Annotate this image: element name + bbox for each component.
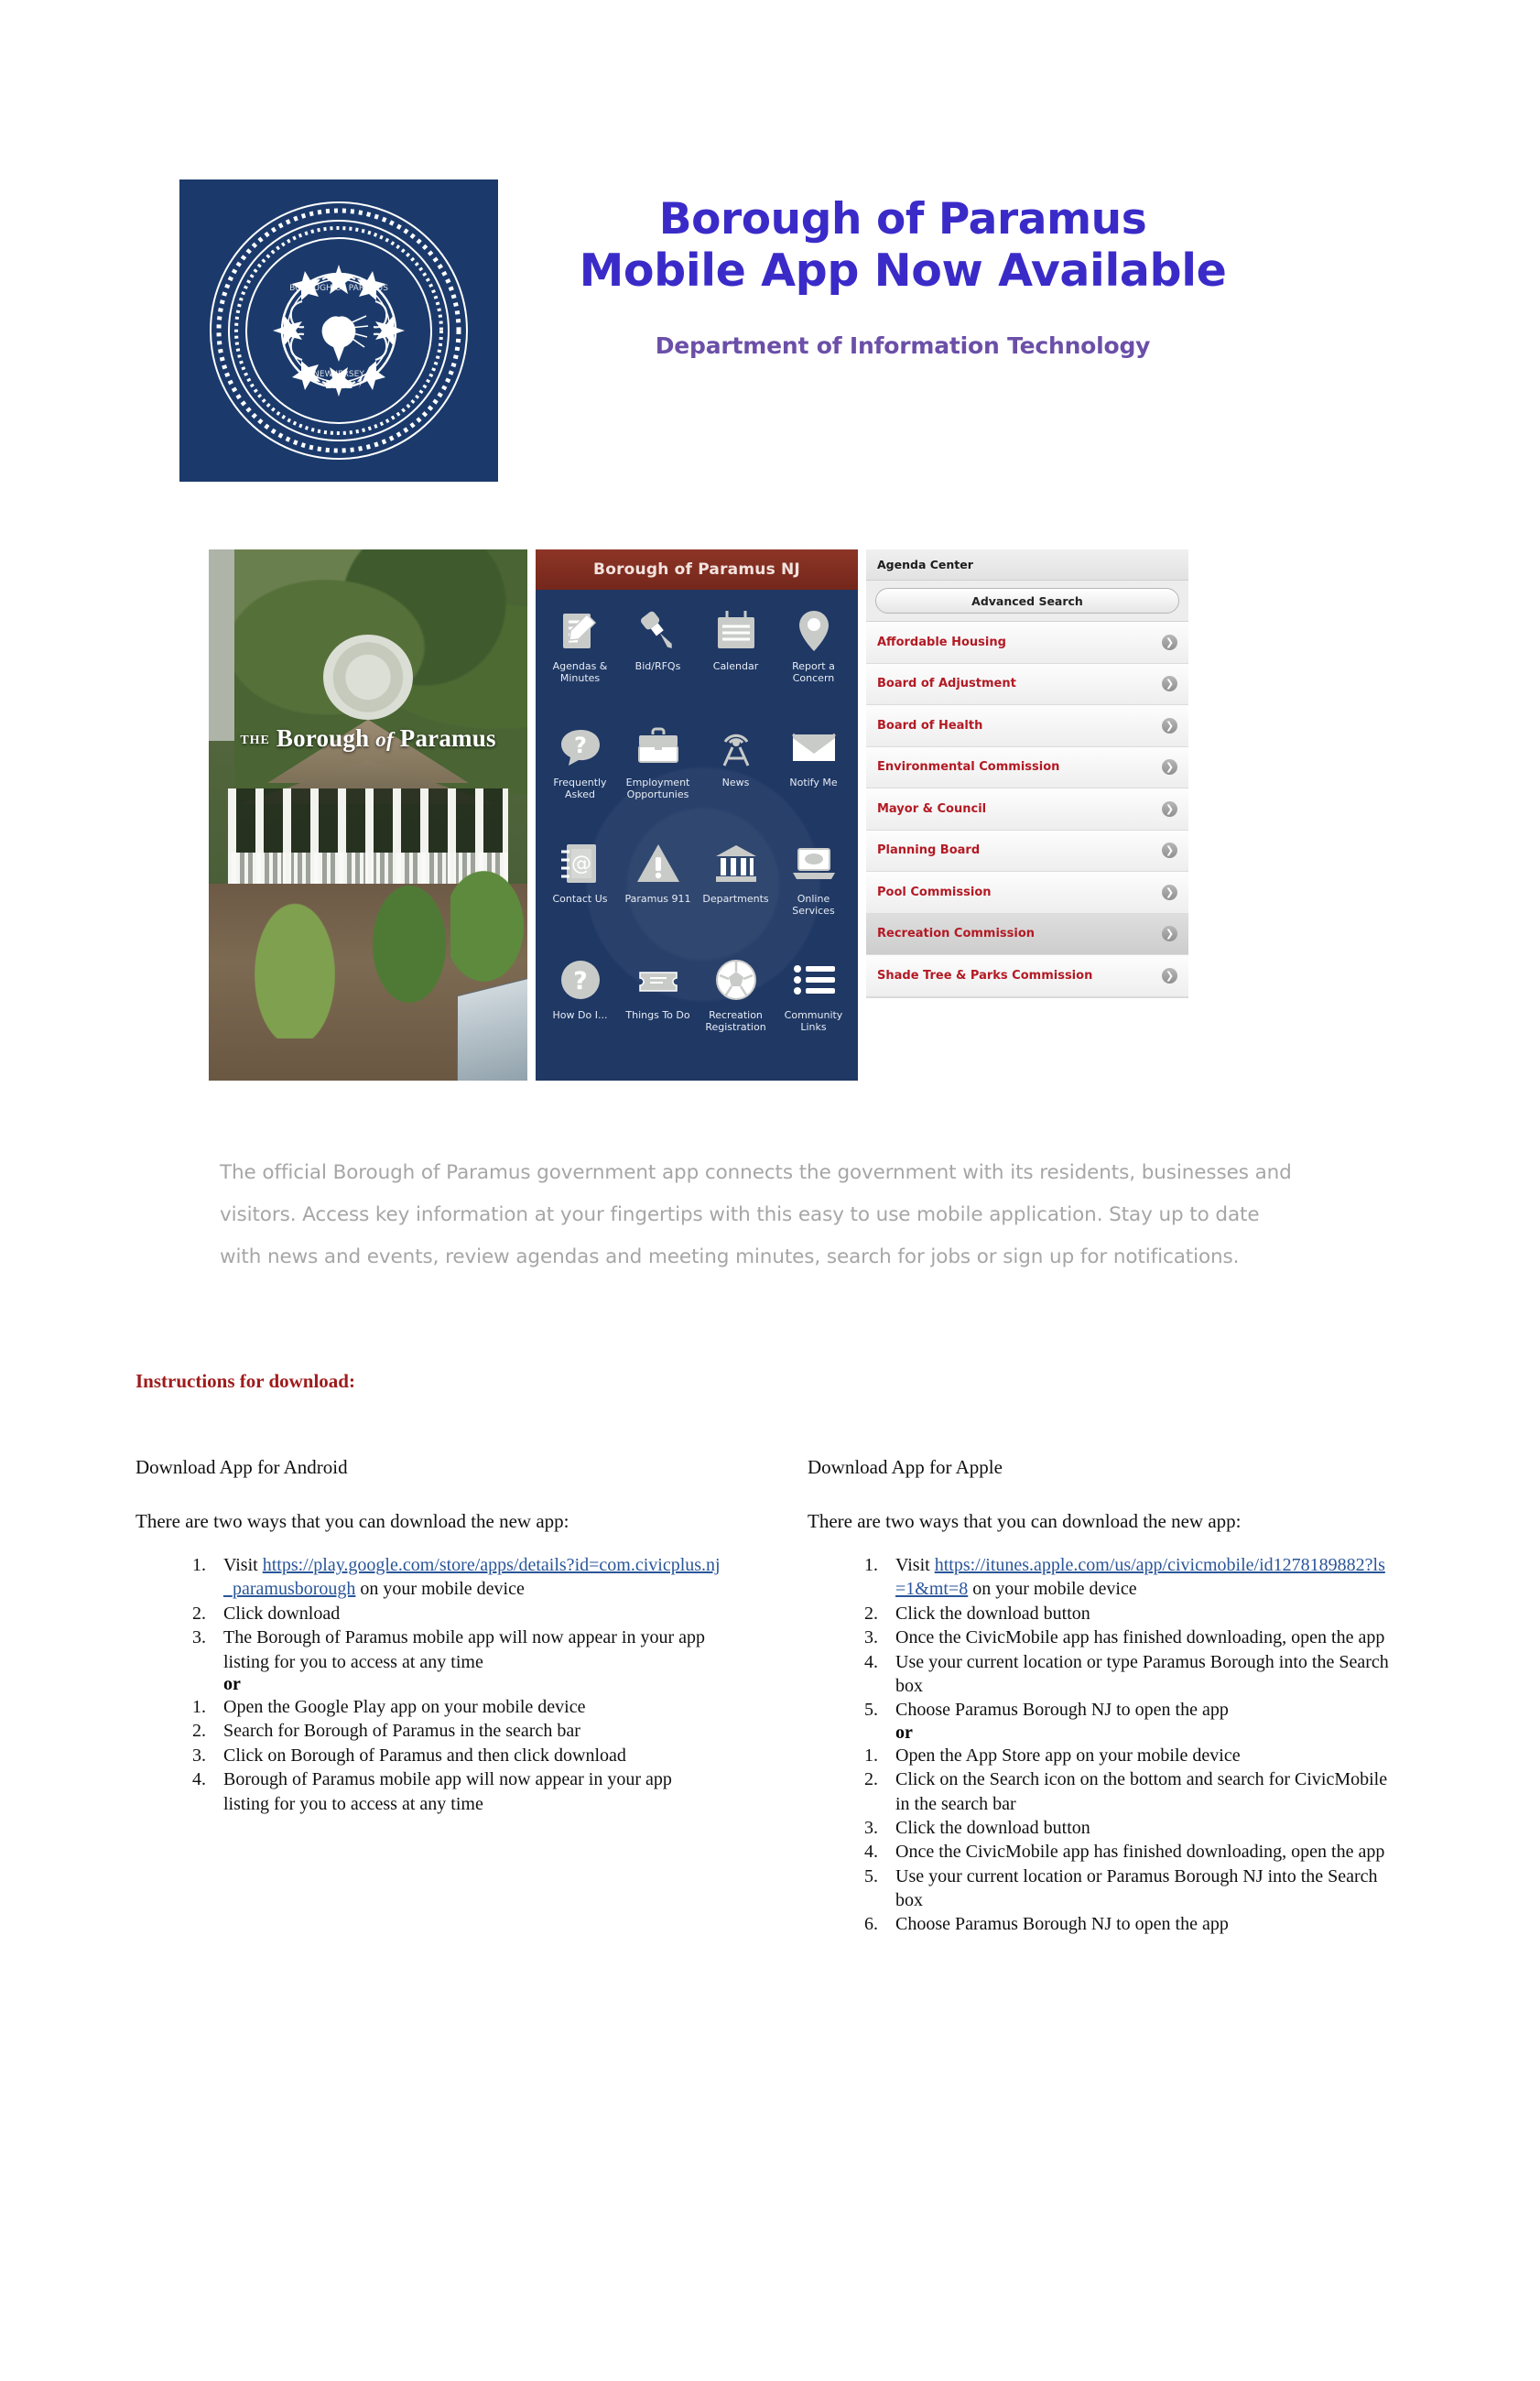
agenda-row-label: Recreation Commission [877, 927, 1036, 941]
app-icon-label: Calendar [712, 660, 759, 672]
app-icon-tile[interactable] [619, 723, 697, 839]
agenda-row-label: Environmental Commission [877, 760, 1060, 775]
app-icon-tile[interactable] [775, 606, 852, 723]
app-icon-tile[interactable] [697, 839, 775, 955]
pushpin-icon [633, 606, 684, 656]
circle-question-icon [555, 955, 606, 1005]
apple-or-separator: or [895, 1722, 913, 1743]
ticket-icon [633, 955, 684, 1005]
app-icon-label: Online Services [792, 893, 835, 917]
instruction-step: 3. The Borough of Paramus mobile app will now appear in your app listing for you to access at any time [211, 1625, 721, 1674]
calendar-icon [710, 606, 762, 656]
chevron-right-icon: ❯ [1162, 843, 1177, 858]
instruction-step: 2. Click the download button [883, 1602, 1394, 1625]
agenda-row-label: Shade Tree & Parks Commission [877, 968, 1093, 983]
chevron-right-icon: ❯ [1162, 676, 1177, 691]
agenda-row-label: Pool Commission [877, 885, 992, 899]
instruction-step: 1. Open the App Store app on your mobile device [883, 1744, 1394, 1767]
photo-caption-place: Paramus [399, 724, 496, 753]
agenda-row-label: Mayor & Council [877, 801, 987, 816]
app-icon-row [541, 606, 852, 723]
apple-instructions-column [808, 1456, 1394, 1937]
bullet-list-icon [788, 955, 840, 1005]
instruction-step: 6. Choose Paramus Borough NJ to open the app [883, 1912, 1394, 1936]
android-steps-method-one [136, 1553, 721, 1674]
header-banner [179, 179, 1260, 482]
android-instructions-column [136, 1456, 721, 1816]
agenda-row-label: Planning Board [877, 843, 981, 858]
banner-subtitle: Department of Information Technology [655, 332, 1151, 360]
android-or-separator: or [223, 1673, 241, 1694]
app-icon-tile[interactable] [775, 723, 852, 839]
app-icon-label: Paramus 911 [624, 893, 691, 905]
app-icon-row [541, 723, 852, 839]
app-icon-tile[interactable] [541, 723, 619, 839]
instruction-step: 4. Use your current location or type Paramus Borough into the Search box [883, 1650, 1394, 1699]
app-icon-label: Recreation Registration [705, 1009, 766, 1033]
svg-text:?: ? [572, 967, 588, 995]
svg-text:?: ? [573, 733, 587, 758]
instruction-step: 4. Once the CivicMobile app has finished downloading, open the app [883, 1840, 1394, 1864]
apple-steps-method-two [808, 1744, 1394, 1937]
chevron-right-icon: ❯ [1162, 718, 1177, 734]
app-icon-label: Departments [702, 893, 769, 905]
title-line-1: Borough of Paramus [658, 194, 1147, 245]
android-title: Download App for Android [136, 1456, 348, 1478]
instruction-step: 1. Open the Google Play app on your mobile device [211, 1695, 721, 1719]
app-icon-tile[interactable] [775, 955, 852, 1071]
apple-lead: There are two ways that you can download the new app: [808, 1510, 1242, 1532]
agenda-list-row[interactable] [866, 872, 1188, 914]
laptop-icon [788, 839, 840, 888]
photo-caption [209, 724, 527, 753]
borough-photo [209, 549, 527, 1081]
app-screenshot-strip [209, 549, 1188, 1081]
app-icon-label: How Do I... [552, 1009, 608, 1021]
svg-text:@: @ [570, 853, 591, 875]
chevron-right-icon: ❯ [1162, 635, 1177, 650]
soccer-ball-icon [710, 955, 762, 1005]
chevron-right-icon: ❯ [1162, 926, 1177, 941]
document-pencil-icon [555, 606, 606, 656]
warning-triangle-icon [633, 839, 684, 888]
app-icon-tile[interactable] [541, 955, 619, 1071]
app-header-bar: Borough of Paramus NJ [536, 549, 858, 590]
app-icon-tile[interactable] [697, 606, 775, 723]
instruction-step: 3. Click on Borough of Paramus and then click download [211, 1744, 721, 1767]
agenda-row-container [866, 622, 1188, 997]
agenda-row-label: Board of Health [877, 718, 983, 733]
agenda-list-row[interactable] [866, 955, 1188, 997]
app-icon-tile[interactable] [619, 955, 697, 1071]
instruction-step: 1. Visit https://play.google.com/store/apps/details?id=com.civicplus.nj_paramusborough on your mobile device [211, 1553, 721, 1602]
agenda-row-label: Affordable Housing [877, 635, 1006, 649]
photo-caption-the: THE [240, 734, 270, 748]
agenda-list-row[interactable] [866, 914, 1188, 956]
app-icon-label: Employment Opportunies [625, 777, 690, 800]
instruction-step: 5. Choose Paramus Borough NJ to open the app [883, 1698, 1394, 1722]
instruction-step: 3. Once the CivicMobile app has finished downloading, open the app [883, 1625, 1394, 1649]
svg-text:BOROUGH OF PARAMUS: BOROUGH OF PARAMUS [289, 284, 388, 293]
title-line-2: Mobile App Now Available [579, 245, 1227, 298]
app-icon-label: Community Links [784, 1009, 843, 1033]
photo-caption-main: Borough [276, 724, 370, 753]
app-icon-tile[interactable] [541, 606, 619, 723]
agenda-list-row[interactable] [866, 705, 1188, 747]
question-bubble-icon [555, 723, 606, 772]
app-icon-label: Notify Me [789, 777, 838, 788]
store-link[interactable]: https://play.google.com/store/apps/details?id=com.civicplus.nj_paramusborough [223, 1555, 721, 1600]
svg-text:NEW JERSEY: NEW JERSEY [313, 370, 364, 379]
svg-text:1922: 1922 [324, 379, 353, 391]
agenda-center-screen [866, 549, 1188, 1081]
app-home-screen [536, 549, 858, 1081]
app-icon-tile[interactable] [619, 606, 697, 723]
agenda-row-label: Board of Adjustment [877, 677, 1016, 691]
chevron-right-icon: ❯ [1162, 759, 1177, 775]
instruction-step: 5. Use your current location or Paramus Borough NJ into the Search box [883, 1865, 1394, 1913]
app-icon-label: News [721, 777, 750, 788]
apple-steps-method-one [808, 1553, 1394, 1723]
app-icon-grid [536, 590, 858, 1081]
instruction-step: 4. Borough of Paramus mobile app will now appear in your app listing for you to access at any time [211, 1767, 721, 1816]
apple-title: Download App for Apple [808, 1456, 1003, 1478]
chevron-right-icon: ❯ [1162, 968, 1177, 984]
app-icon-label: Things To Do [625, 1009, 690, 1021]
advanced-search-button[interactable]: Advanced Search [875, 588, 1179, 614]
chevron-right-icon: ❯ [1162, 885, 1177, 900]
app-icon-label: Bid/RFQs [634, 660, 681, 672]
app-icon-tile[interactable] [775, 839, 852, 955]
instruction-step: 3. Click the download button [883, 1816, 1394, 1840]
agenda-list-row[interactable] [866, 747, 1188, 789]
instruction-step: 2. Search for Borough of Paramus in the search bar [211, 1719, 721, 1743]
page-title [546, 194, 1260, 298]
instruction-step: 1. Visit https://itunes.apple.com/us/app/civicmobile/id1278189882?ls=1&mt=8 on your mobile device [883, 1553, 1394, 1602]
app-icon-label: Agendas & Minutes [552, 660, 608, 684]
android-steps-method-two [136, 1695, 721, 1816]
bank-building-icon [710, 839, 762, 888]
instructions-heading: Instructions for download: [136, 1370, 355, 1392]
briefcase-icon [633, 723, 684, 772]
chevron-right-icon: ❯ [1162, 801, 1177, 817]
advanced-search-area [866, 581, 1188, 622]
agenda-center-header: Agenda Center [866, 549, 1188, 581]
photo-crest-icon [323, 635, 412, 720]
store-link[interactable]: https://itunes.apple.com/us/app/civicmobile/id1278189882?ls=1&mt=8 [895, 1555, 1385, 1600]
app-description: The official Borough of Paramus government app connects the government with its residents, businesses and visitors. Access key information at your fingertips with this easy to use mobile application. Stay up to date with news and events, review agendas and meeting minutes, search for jobs or sign up for notifications. [220, 1161, 1292, 1269]
borough-seal-box [179, 179, 498, 482]
broadcast-tower-icon [710, 723, 762, 772]
app-icon-row [541, 839, 852, 955]
agenda-list-row[interactable] [866, 831, 1188, 873]
instruction-step: 2. Click download [211, 1602, 721, 1625]
banner-text-block [546, 179, 1260, 482]
envelope-icon [788, 723, 840, 772]
agenda-list-row[interactable] [866, 622, 1188, 664]
borough-seal-icon [201, 193, 476, 468]
agenda-list-row[interactable] [866, 788, 1188, 831]
app-icon-tile[interactable] [541, 839, 619, 955]
app-icon-row [541, 955, 852, 1071]
android-lead: There are two ways that you can download the new app: [136, 1510, 569, 1532]
app-icon-tile[interactable] [697, 955, 775, 1071]
app-icon-label: Contact Us [552, 893, 608, 905]
agenda-list-row[interactable] [866, 664, 1188, 706]
instruction-step: 2. Click on the Search icon on the bottom and search for CivicMobile in the search bar [883, 1767, 1394, 1816]
address-book-icon [555, 839, 606, 888]
app-icon-tile[interactable] [697, 723, 775, 839]
app-icon-tile[interactable] [619, 839, 697, 955]
map-pin-icon [788, 606, 840, 656]
photo-caption-of: of [375, 728, 394, 752]
app-icon-label: Frequently Asked [553, 777, 607, 800]
app-icon-label: Report a Concern [792, 660, 835, 684]
